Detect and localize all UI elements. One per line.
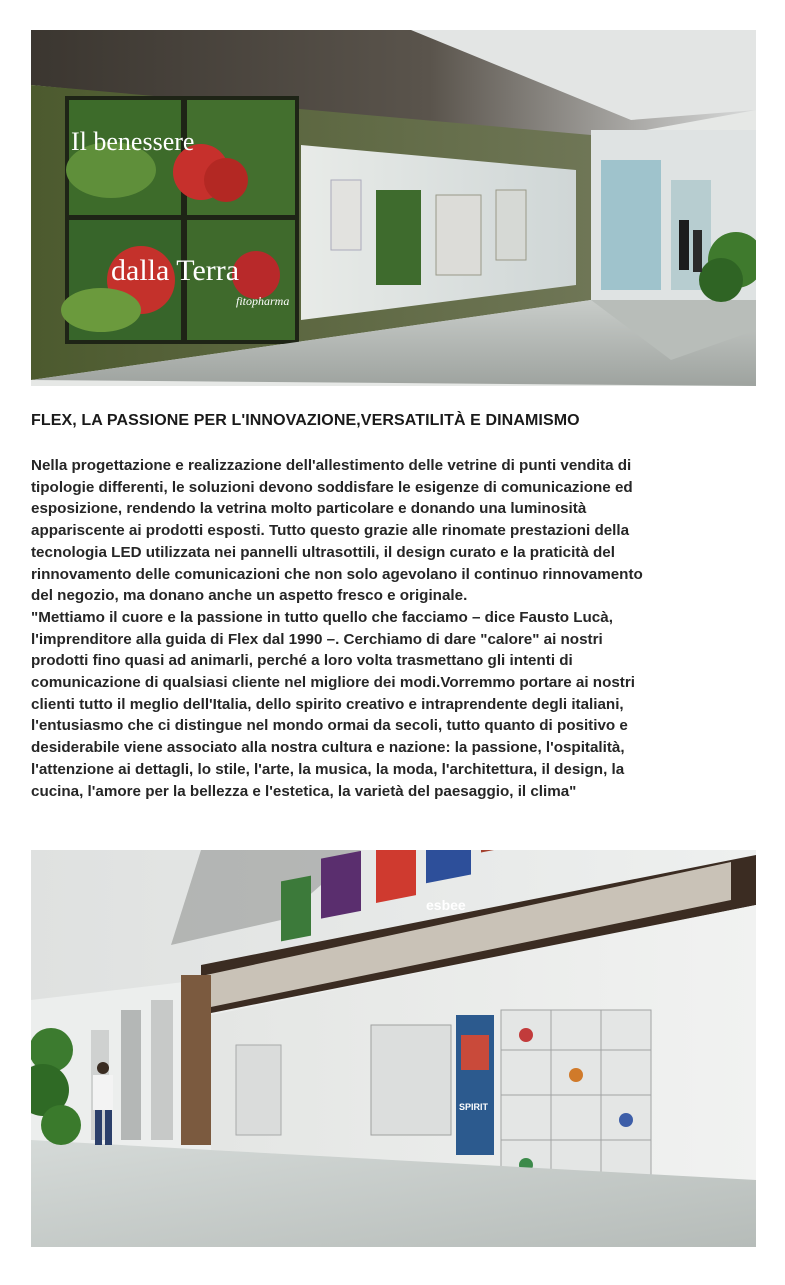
p1-line: tecnologia LED utilizzata nei pannelli ultrasottili, il design curato e la praticità del: [31, 543, 615, 561]
poster-brand-text: esbee: [426, 897, 466, 913]
brand-logo-text: fitopharma: [236, 294, 290, 308]
storefront-illustration-top: [31, 30, 756, 386]
storefront-photo-bottom: [31, 850, 756, 1247]
p1-line: appariscente ai prodotti esposti. Tutto questo grazie alle rinomate prestazioni della: [31, 522, 630, 540]
poster-word-text: SPIRIT: [459, 1102, 489, 1112]
paragraph-1: [31, 455, 756, 607]
article-headline: FLEX, LA PASSIONE PER L'INNOVAZIONE,VERSATILITÀ E DINAMISMO: [31, 412, 580, 429]
p2-line: l'entusiasmo che ci distingue nel mondo ormai da secoli, tutto quanto di positivo e: [31, 717, 628, 735]
sign-text-line-2: dalla Terra: [111, 254, 240, 287]
p1-line: Nella progettazione e realizzazione dell'allestimento delle vetrine di punti vendita di: [31, 457, 632, 474]
p2-line: cucina, l'amore per la bellezza e l'estetica, la varietà del paesaggio, il clima": [31, 782, 577, 800]
p1-line: esposizione, rendendo la vetrina molto particolare e donando una luminosità: [31, 500, 587, 518]
p1-line: rinnovamento delle comunicazioni che non solo agevolano il continuo rinnovamento: [31, 565, 643, 583]
p1-line: del negozio, ma donano anche un aspetto fresco e originale.: [31, 587, 468, 605]
p2-line: "Mettiamo il cuore e la passione in tutto quello che facciamo – dice Fausto Lucà,: [31, 608, 613, 626]
p2-line: desiderabile viene associato alla nostra cultura e nazione: la passione, l'ospitalità,: [31, 739, 625, 757]
p1-line: tipologie differenti, le soluzioni devono soddisfare le esigenze di comunicazione ed: [31, 478, 633, 496]
p2-line: prodotti fino quasi ad animarli, perché a loro volta trasmettano gli intenti di: [31, 652, 573, 670]
p2-line: l'attenzione ai dettagli, lo stile, l'arte, la musica, la moda, l'architettura, il design, la: [31, 760, 625, 778]
storefront-photo-top: [31, 30, 756, 386]
p2-line: clienti tutto il meglio dell'Italia, dello spirito creativo e intraprendente degli italiani,: [31, 695, 624, 713]
sign-text-line-1: Il benessere: [71, 127, 195, 156]
article-body: [31, 455, 756, 802]
paragraph-2: [31, 607, 756, 802]
p2-line: comunicazione di qualsiasi cliente nel migliore dei modi.Vorremmo portare ai nostri: [31, 674, 635, 692]
storefront-illustration-bottom: [31, 850, 756, 1247]
p2-line: l'imprenditore alla guida di Flex dal 1990 –. Cerchiamo di dare "calore" ai nostri: [31, 630, 603, 648]
